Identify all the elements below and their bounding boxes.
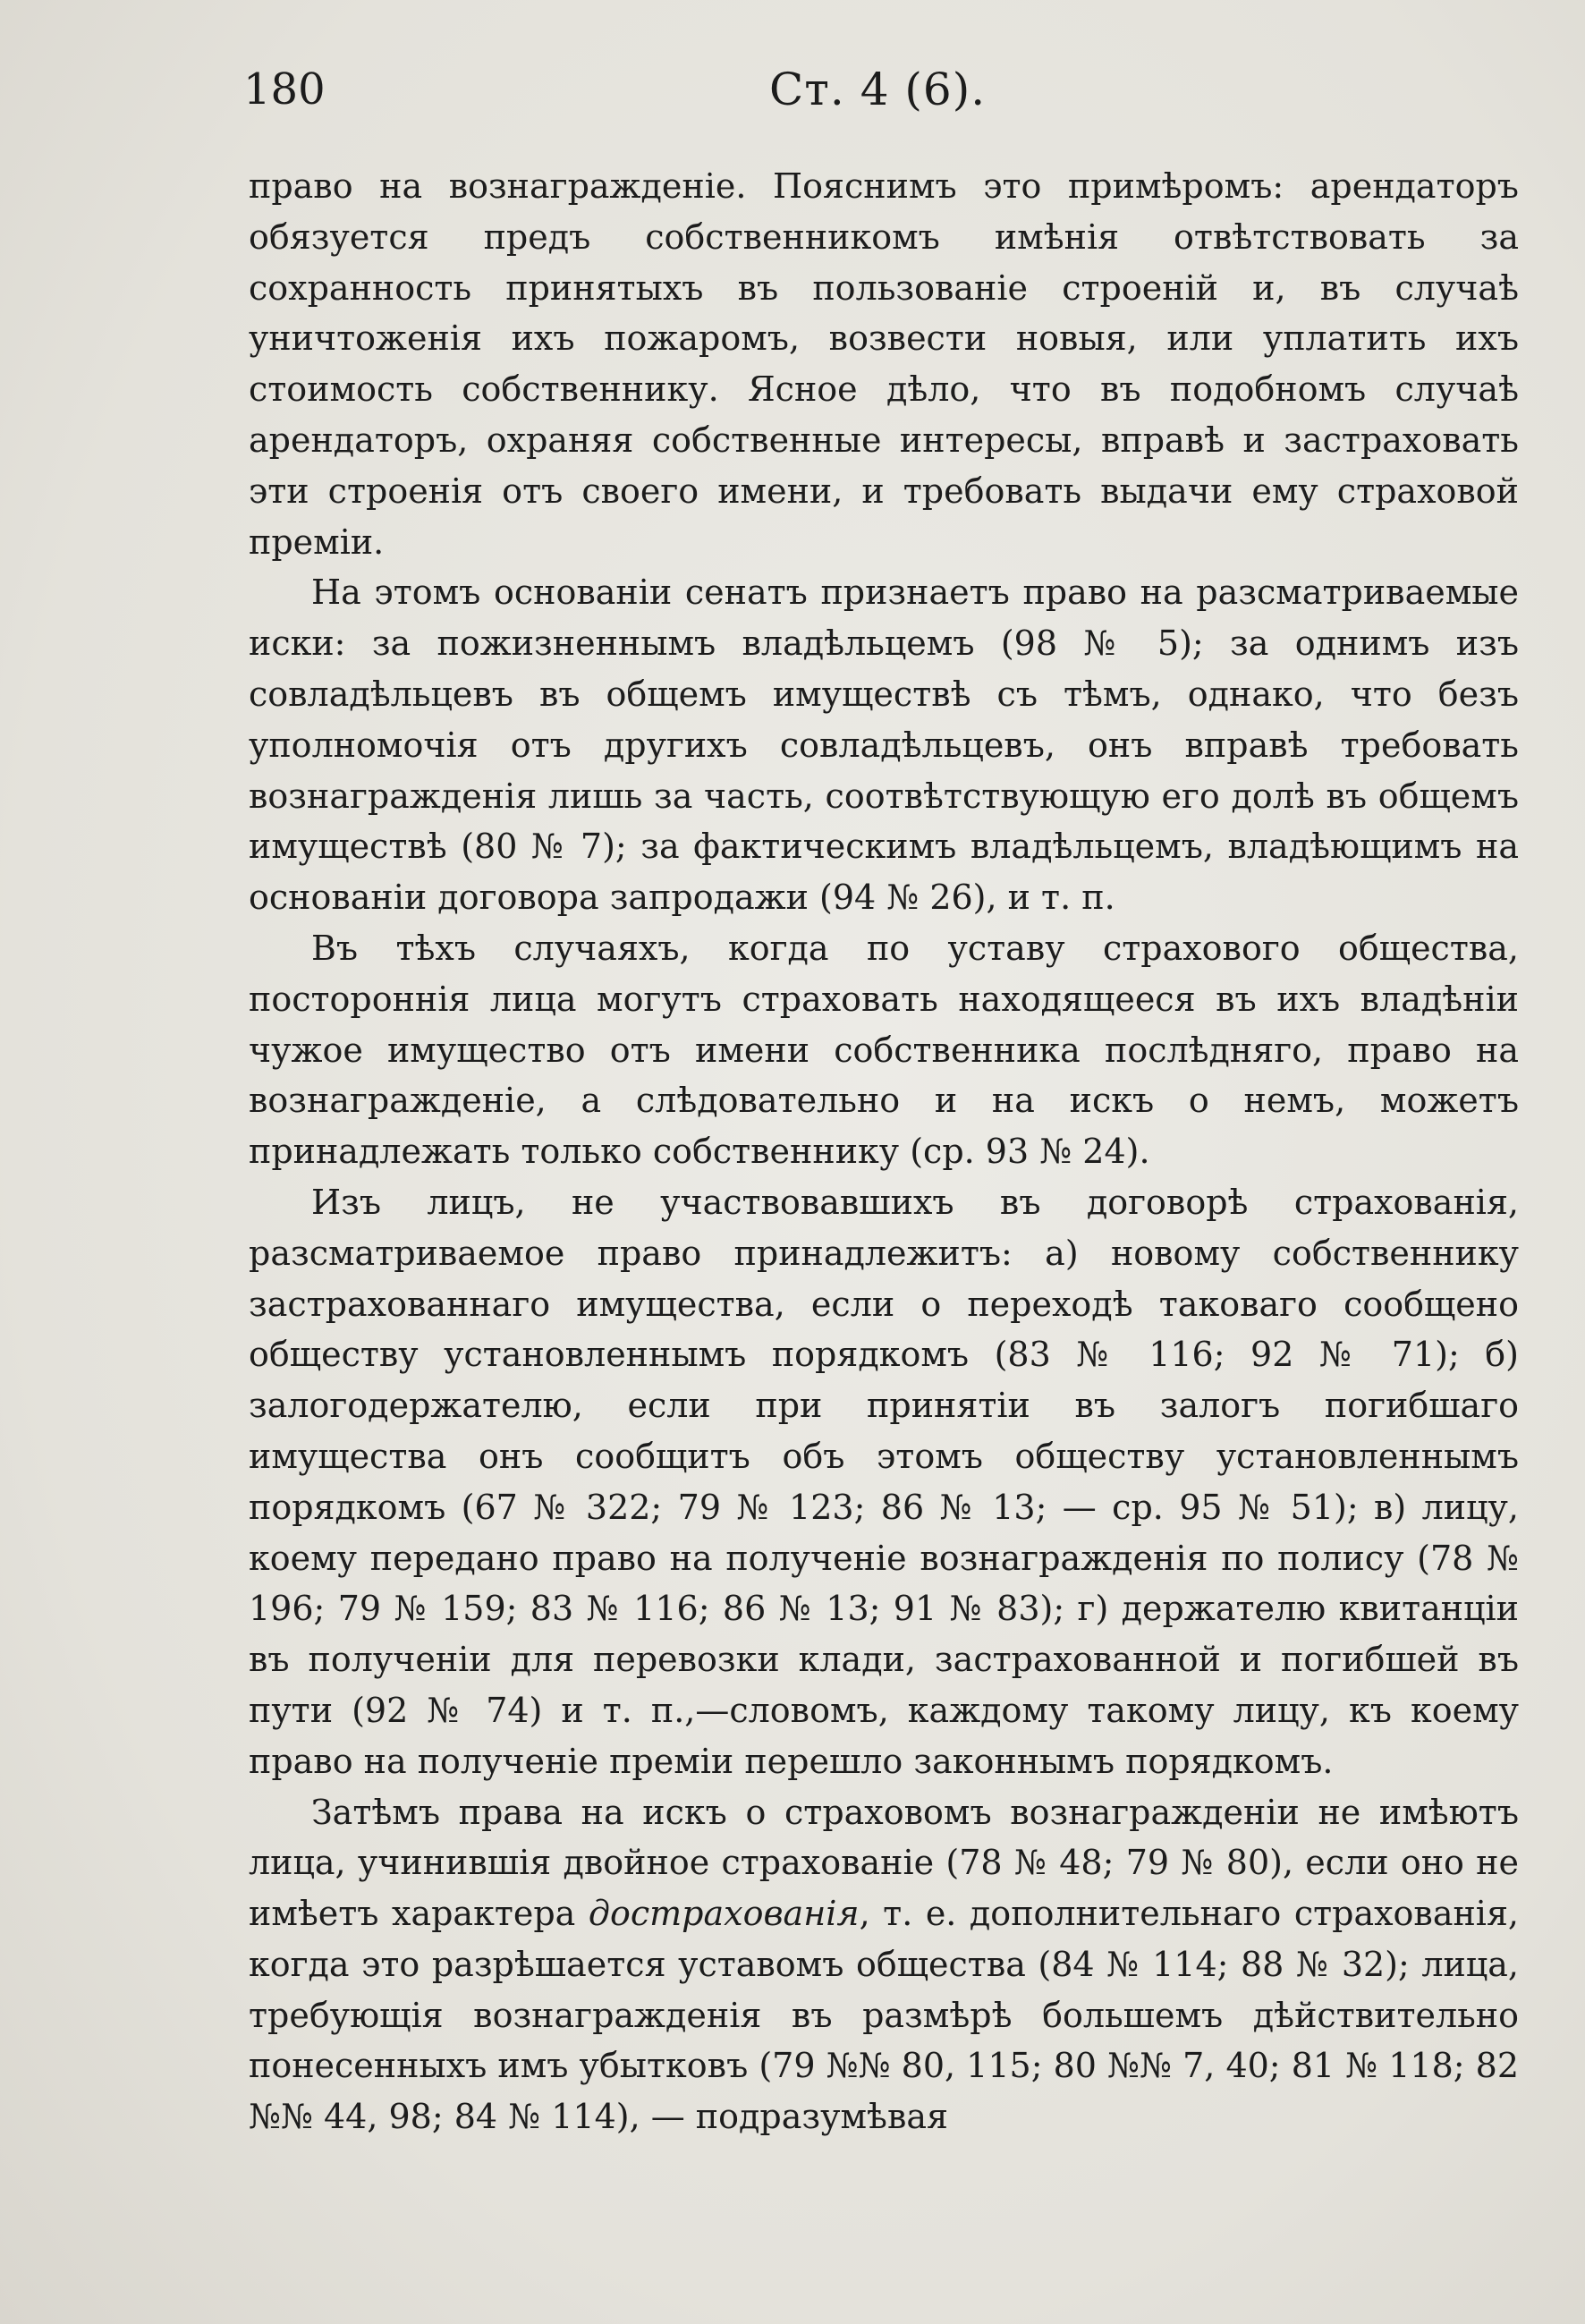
- page-number: 180: [243, 64, 326, 115]
- paragraph-third-parties: Въ тѣхъ случаяхъ, когда по уставу страхового общества, постороннія лица могутъ страховать находящееся въ ихъ владѣніи чужое имущество отъ имени собственника послѣдняго, право на вознагражденіе, а слѣдовательно и на искъ о немъ, можетъ принадлежать только собственнику (ср. 93 № 24).: [249, 928, 1519, 1172]
- paragraph-non-participants: Изъ лицъ, не участвовавшихъ въ договорѣ страхованія, разсматриваемое право принадлежитъ: а) новому собственнику застрахованнаго имущества, если о переходѣ таковаго сообщено обществу установленнымъ порядкомъ (83 № 116; 92 № 71); б) залогодержателю, если при принятіи въ залогъ погибшаго имущества онъ сообщитъ объ этомъ обществу установленнымъ порядкомъ (67 № 322; 79 № 123; 86 № 13; — ср. 95 № 51); в) лицу, коему передано право на полученіе вознагражденія по полису (78 № 196; 79 № 159; 83 № 116; 86 № 13; 91 № 83); г) держателю квитанціи въ полученіи для перевозки клади, застрахованной и погибшей въ пути (92 № 74) и т. п.,—словомъ, каждому такому лицу, къ коему право на полученіе преміи перешло законнымъ порядкомъ.: [249, 1182, 1519, 1781]
- paragraph-continued: право на вознагражденіе. Пояснимъ это примѣромъ: арендаторъ обязуется предъ собственникомъ имѣнія отвѣтствовать за сохранность принятыхъ въ пользованіе строеній и, въ случаѣ уничтоженія ихъ пожаромъ, возвести новыя, или уплатить ихъ стоимость собственнику. Ясное дѣло, что въ подобномъ случаѣ арендаторъ, охраняя собственные интересы, вправѣ и застраховать эти строенія отъ своего имени, и требовать выдачи ему страховой преміи.: [249, 166, 1519, 562]
- page-header: [0, 54, 1585, 125]
- paragraph-senate-grounds: На этомъ основаніи сенатъ признаетъ право на разсматриваемые иски: за пожизненнымъ владѣльцемъ (98 № 5); за однимъ изъ совладѣльцевъ въ общемъ имуществѣ съ тѣмъ, однако, что безъ уполномочія отъ другихъ совладѣльцевъ, онъ вправѣ требовать вознагражденія лишь за часть, соотвѣтствующую его долѣ въ общемъ имуществѣ (80 № 7); за фактическимъ владѣльцемъ, владѣющимъ на основаніи договора запродажи (94 № 26), и т. п.: [249, 573, 1519, 918]
- paragraph-no-claim-rights: Затѣмъ права на искъ о страховомъ вознагражденіи не имѣютъ лица, учинившія двойное страхованіе (78 № 48; 79 № 80), если оно не имѣетъ характера дострахованія, т. е. дополнительнаго страхованія, когда это разрѣшается уставомъ общества (84 № 114; 88 № 32); лица, требующія вознагражденія въ размѣрѣ большемъ дѣйствительно понесенныхъ имъ убытковъ (79 №№ 80, 115; 80 №№ 7, 40; 81 № 118; 82 №№ 44, 98; 84 № 114), — подразумѣвая: [249, 1792, 1520, 2137]
- emphasis-term: дострахованія: [588, 1894, 860, 1934]
- running-title: Ст. 4 (6).: [769, 64, 987, 115]
- body-text: [249, 161, 1519, 2142]
